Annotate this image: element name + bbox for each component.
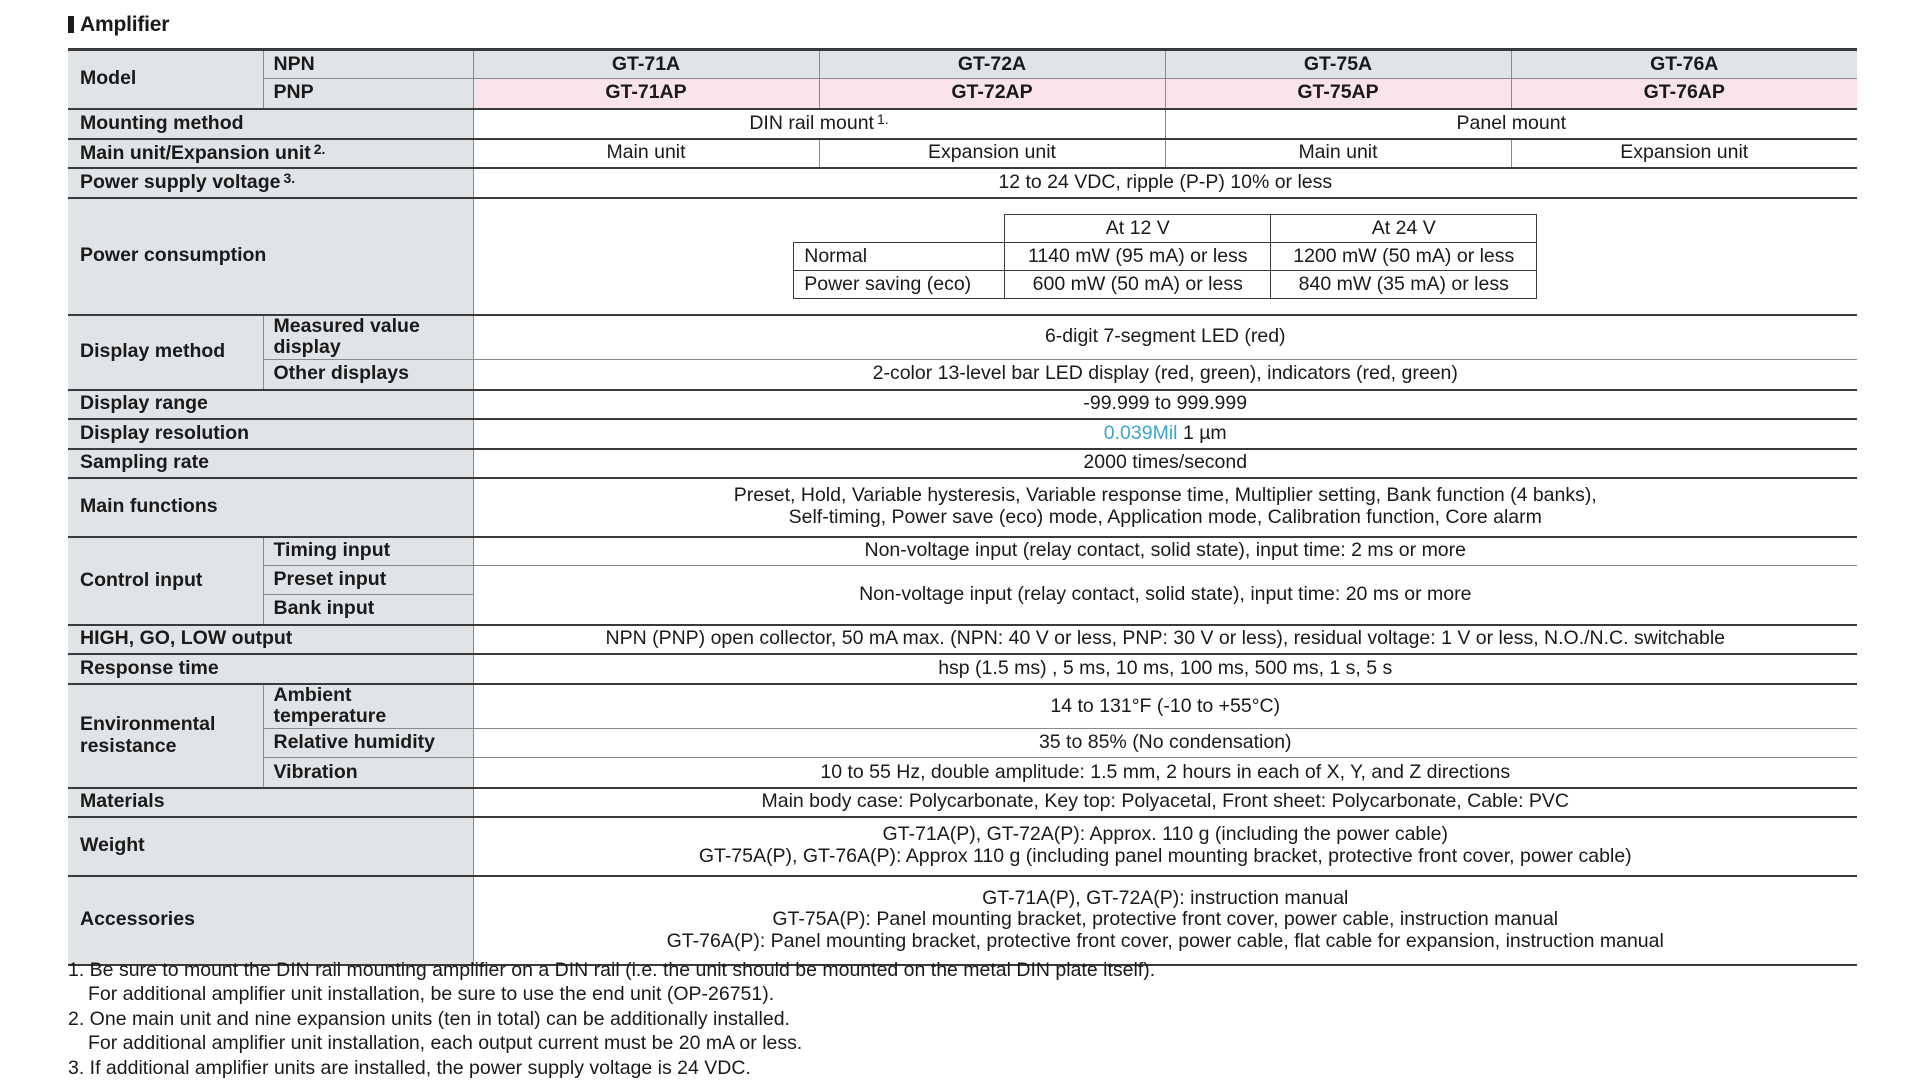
power-supply-label: Power supply voltage $^{3.}$ (68, 168, 473, 198)
row-humidity (68, 729, 1857, 758)
pnp-label: PNP (263, 79, 473, 109)
display-resolution-label: Display resolution (68, 419, 473, 449)
row-vibration (68, 758, 1857, 788)
display-resolution-value: 0.039Mil 1 µm (473, 419, 1857, 449)
mounting-din: DIN rail mount $^{1.}$ (473, 109, 1165, 139)
accessories-label: Accessories (68, 876, 473, 965)
preset-input-label: Preset input (263, 566, 473, 595)
timing-input-value: Non-voltage input (relay contact, solid state), input time: 2 ms or more (473, 537, 1857, 566)
ambient-value: 14 to 131°F (-10 to +55°C) (473, 684, 1857, 729)
header-12v: At 12 V (1005, 214, 1271, 242)
model-pnp-1: GT-71AP (473, 79, 819, 109)
weight-label: Weight (68, 817, 473, 876)
vibration-value: 10 to 55 Hz, double amplitude: 1.5 mm, 2 hours in each of X, Y, and Z directions (473, 758, 1857, 788)
other-label: Other displays (263, 360, 473, 390)
header-24v: At 24 V (1271, 214, 1537, 242)
output-value: NPN (PNP) open collector, 50 mA max. (NPN: 40 V or less, PNP: 30 V or less), residual voltage: 1 V or less, N.O./N.C. switchable (473, 625, 1857, 654)
response-time-label: Response time (68, 654, 473, 684)
npn-label: NPN (263, 50, 473, 79)
power-consumption-label: Power consumption (68, 198, 473, 315)
model-npn-2: GT-72A (819, 50, 1165, 79)
mil-link[interactable]: 0.039Mil (1103, 421, 1178, 444)
footnote-2: 2. One main unit and nine expansion units (ten in total) can be additionally installed. (68, 1007, 790, 1030)
accessories-value: GT-71A(P), GT-72A(P): instruction manual GT-75A(P): Panel mounting bracket, protective front cover, power cable, instruction manual GT-76A(P): Panel mounting bracket, protective front cover, power cable, flat cable for expansion, instruction manual (473, 876, 1857, 965)
unit-3: Main unit (1165, 139, 1511, 168)
row-ambient (68, 684, 1857, 729)
footnote-2-cont: For additional amplifier unit installation, each output current must be 20 mA or less. (88, 1032, 803, 1055)
mode-normal: Normal (794, 242, 1005, 270)
sampling-rate-value: 2000 times/second (473, 449, 1857, 478)
unit-4: Expansion unit (1511, 139, 1857, 168)
main-functions-value: Preset, Hold, Variable hysteresis, Variable response time, Multiplier setting, Bank function (4 banks), Self-timing, Power save (eco) mode, Application mode, Calibration function, Core alarm (473, 478, 1857, 537)
footnote-1-cont: For additional amplifier unit installation, be sure to use the end unit (OP-26751). (88, 983, 775, 1006)
row-display-measured (68, 315, 1857, 360)
row-response-time (68, 654, 1857, 684)
row-model-npn (68, 50, 1857, 79)
normal-12v: 1140 mW (95 mA) or less (1005, 242, 1271, 270)
humidity-value: 35 to 85% (No condensation) (473, 729, 1857, 758)
section-marker-icon (68, 16, 74, 33)
control-input-label: Control input (68, 537, 263, 625)
row-display-resolution (68, 419, 1857, 449)
spec-table (68, 48, 1857, 966)
model-npn-4: GT-76A (1511, 50, 1857, 79)
materials-value: Main body case: Polycarbonate, Key top: Polyacetal, Front sheet: Polycarbonate, Cable: PVC (473, 788, 1857, 817)
mounting-panel: Panel mount (1165, 109, 1857, 139)
display-method-label: Display method (68, 315, 263, 390)
row-accessories (68, 876, 1857, 965)
mounting-label: Mounting method (68, 109, 473, 139)
power-consumption-table (793, 214, 1537, 299)
row-display-range (68, 390, 1857, 419)
materials-label: Materials (68, 788, 473, 817)
eco-24v: 840 mW (35 mA) or less (1271, 270, 1537, 298)
display-range-label: Display range (68, 390, 473, 419)
power-consumption-cell (473, 198, 1857, 315)
model-pnp-4: GT-76AP (1511, 79, 1857, 109)
model-npn-3: GT-75A (1165, 50, 1511, 79)
power-supply-value: 12 to 24 VDC, ripple (P-P) 10% or less (473, 168, 1857, 198)
footnote-1: 1. Be sure to mount the DIN rail mounting amplifier on a DIN rail (i.e. the unit should be mounted on the metal DIN plate itself). (68, 959, 1156, 981)
bank-input-label: Bank input (263, 595, 473, 625)
model-npn-1: GT-71A (473, 50, 819, 79)
row-power-supply (68, 168, 1857, 198)
row-mounting (68, 109, 1857, 139)
footnotes (68, 958, 1155, 1080)
preset-bank-value: Non-voltage input (relay contact, solid state), input time: 20 ms or more (473, 566, 1857, 625)
humidity-label: Relative humidity (263, 729, 473, 758)
measured-label: Measured value display (263, 315, 473, 360)
ambient-label: Ambient temperature (263, 684, 473, 729)
footnote-3: 3. If additional amplifier units are installed, the power supply voltage is 24 VDC. (68, 1056, 751, 1079)
row-sampling-rate (68, 449, 1857, 478)
output-label: HIGH, GO, LOW output (68, 625, 473, 654)
row-main-functions (68, 478, 1857, 537)
row-unit (68, 139, 1857, 168)
model-pnp-3: GT-75AP (1165, 79, 1511, 109)
unit-2: Expansion unit (819, 139, 1165, 168)
unit-label: Main unit/Expansion unit $^{2.}$ (68, 139, 473, 168)
eco-12v: 600 mW (50 mA) or less (1005, 270, 1271, 298)
row-display-other (68, 360, 1857, 390)
row-output (68, 625, 1857, 654)
row-power-consumption (68, 198, 1857, 315)
mode-eco: Power saving (eco) (794, 270, 1005, 298)
normal-24v: 1200 mW (50 mA) or less (1271, 242, 1537, 270)
row-preset-input (68, 566, 1857, 595)
section-title: Amplifier (68, 13, 169, 37)
measured-value: 6-digit 7-segment LED (red) (473, 315, 1857, 360)
display-range-value: -99.999 to 999.999 (473, 390, 1857, 419)
main-functions-label: Main functions (68, 478, 473, 537)
environmental-label: Environmental resistance (68, 684, 263, 788)
other-value: 2-color 13-level bar LED display (red, green), indicators (red, green) (473, 360, 1857, 390)
model-pnp-2: GT-72AP (819, 79, 1165, 109)
weight-value: GT-71A(P), GT-72A(P): Approx. 110 g (including the power cable) GT-75A(P), GT-76A(P): Approx 110 g (including panel mounting bracket, protective front cover, power cable) (473, 817, 1857, 876)
vibration-label: Vibration (263, 758, 473, 788)
row-timing-input (68, 537, 1857, 566)
unit-1: Main unit (473, 139, 819, 168)
model-label: Model (68, 50, 263, 109)
sampling-rate-label: Sampling rate (68, 449, 473, 478)
timing-input-label: Timing input (263, 537, 473, 566)
response-time-value: hsp (1.5 ms) , 5 ms, 10 ms, 100 ms, 500 ms, 1 s, 5 s (473, 654, 1857, 684)
row-model-pnp (68, 79, 1857, 109)
row-weight (68, 817, 1857, 876)
row-materials (68, 788, 1857, 817)
